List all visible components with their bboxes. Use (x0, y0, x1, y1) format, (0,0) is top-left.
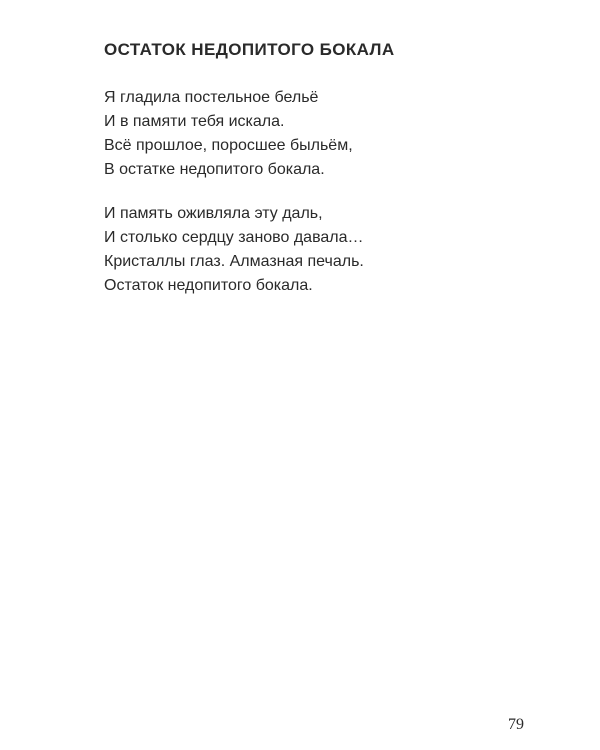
page-number: 79 (508, 716, 524, 733)
poem-line: И в памяти тебя искала. (104, 113, 285, 130)
poem-line: Кристаллы глаз. Алмазная печаль. (104, 253, 364, 270)
poem-title: ОСТАТОК НЕДОПИТОГО БОКАЛА (104, 40, 395, 59)
poem-line: Я гладила постельное бельё (104, 89, 319, 106)
poem-line: Остаток недопитого бокала. (104, 277, 313, 294)
poem-line: Всё прошлое, поросшее быльём, (104, 137, 353, 154)
stanza (104, 86, 353, 182)
poem-line: И память оживляла эту даль, (104, 205, 323, 222)
stanza (104, 202, 364, 298)
poem-line: И столько сердцу заново давала… (104, 229, 364, 246)
poem-line: В остатке недопитого бокала. (104, 161, 325, 178)
